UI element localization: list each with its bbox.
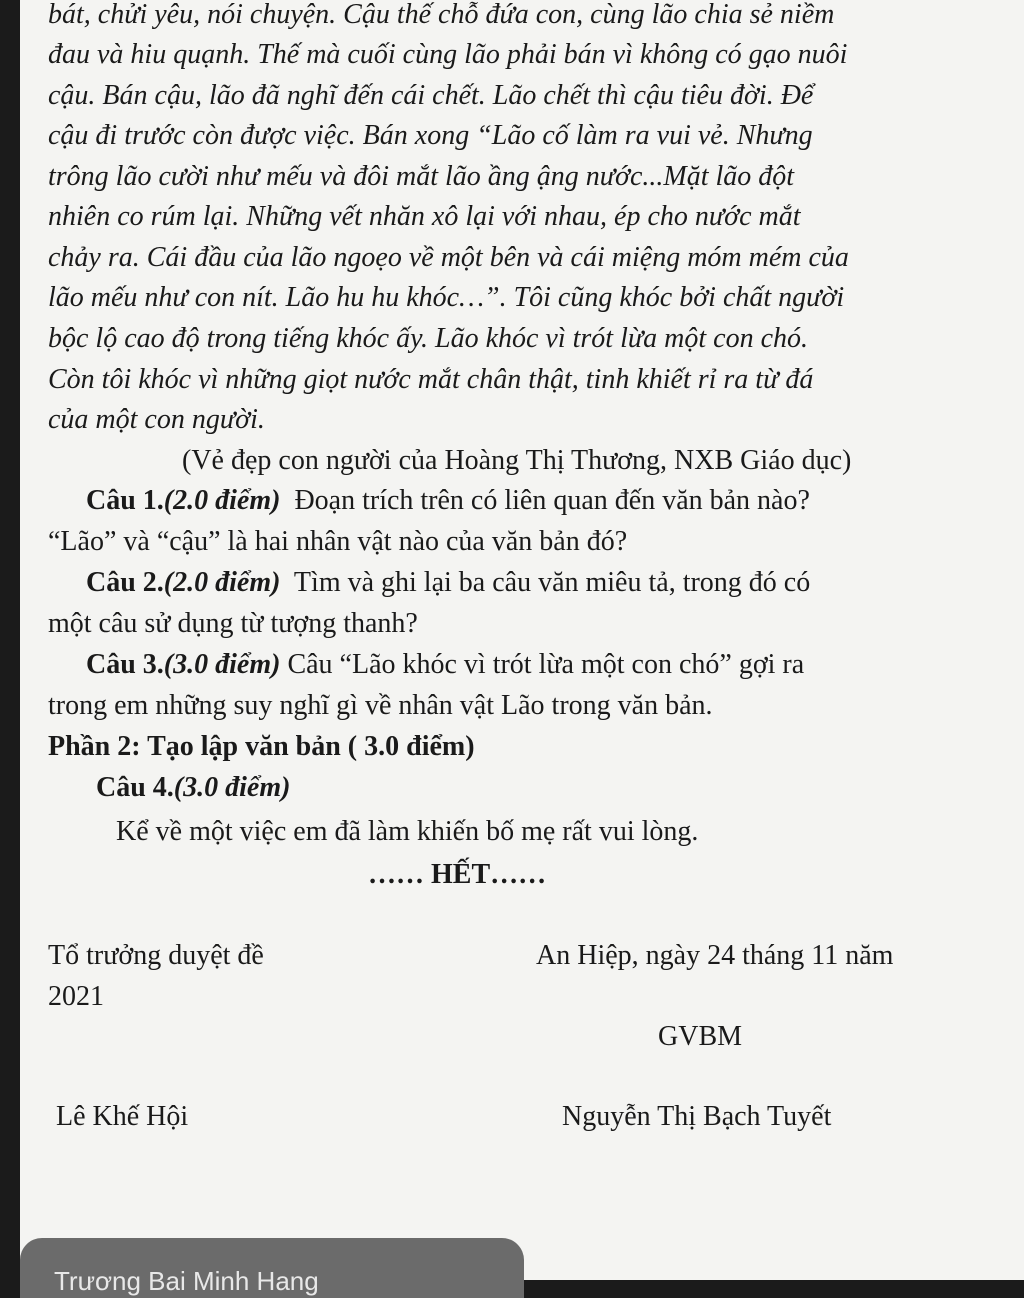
question-4-points: (3.0 điểm) — [173, 772, 291, 803]
footer-right-name: Nguyễn Thị Bạch Tuyết — [562, 1101, 832, 1132]
footer-year: 2021 — [48, 981, 104, 1012]
question-1-line-2: “Lão” và “cậu” là hai nhân vật nào của văn bản đó? — [48, 526, 628, 557]
passage-line: trông lão cười như mếu và đôi mắt lão ầng ậng nước...Mặt lão đột — [48, 161, 795, 192]
footer-gvbm: GVBM — [658, 1021, 743, 1052]
passage-source: (Vẻ đẹp con người của Hoàng Thị Thương, NXB Giáo dục) — [182, 445, 852, 476]
passage-line: chảy ra. Cái đầu của lão ngoẹo về một bên và cái miệng móm mém của — [48, 242, 849, 273]
question-2-line-2: một câu sử dụng từ tượng thanh? — [48, 608, 418, 639]
passage-line: lão mếu như con nít. Lão hu hu khóc…”. Tôi cũng khóc bởi chất người — [48, 282, 845, 313]
question-2-points: (2.0 điểm) — [163, 567, 281, 598]
question-4-label: Câu 4. — [96, 772, 174, 803]
end-mark: …… HẾT…… — [368, 859, 547, 890]
passage-line: Còn tôi khóc vì những giọt nước mắt chân thật, tinh khiết rỉ ra từ đá — [48, 364, 814, 395]
overlay-text: Trương Bai Minh Hang — [54, 1266, 319, 1296]
question-1-text: Đoạn trích trên có liên quan đến văn bản nào? — [280, 485, 810, 516]
question-2-line-1 — [86, 566, 810, 600]
question-4-line — [96, 771, 290, 805]
part-2-heading: Phần 2: Tạo lập văn bản ( 3.0 điểm) — [48, 731, 475, 762]
passage-line: cậu đi trước còn được việc. Bán xong “Lão cố làm ra vui vẻ. Nhưng — [48, 120, 813, 151]
question-4-text: Kể về một việc em đã làm khiến bố mẹ rất vui lòng. — [116, 816, 699, 847]
question-3-text: Câu “Lão khóc vì trót lừa một con chó” gợi ra — [280, 649, 805, 680]
question-3-line-1 — [86, 648, 804, 682]
footer-date-line: An Hiệp, ngày 24 tháng 11 năm — [536, 940, 894, 971]
question-3-points: (3.0 điểm) — [163, 649, 281, 680]
passage-line: bát, chửi yêu, nói chuyện. Cậu thế chỗ đứa con, cùng lão chia sẻ niềm — [48, 0, 835, 30]
question-1-line-1 — [86, 484, 810, 518]
footer-left-title: Tổ trưởng duyệt đề — [48, 940, 264, 971]
question-1-label: Câu 1. — [86, 485, 164, 516]
passage-line: của một con người. — [48, 404, 265, 435]
bottom-overlay-bar[interactable] — [20, 1238, 524, 1298]
question-2-label: Câu 2. — [86, 567, 164, 598]
passage-line: nhiên co rúm lại. Những vết nhăn xô lại với nhau, ép cho nước mắt — [48, 201, 801, 232]
passage-line: bộc lộ cao độ trong tiếng khóc ấy. Lão khóc vì trót lừa một con chó. — [48, 323, 808, 354]
question-1-points: (2.0 điểm) — [163, 485, 281, 516]
passage-line: cậu. Bán cậu, lão đã nghĩ đến cái chết. Lão chết thì cậu tiêu đời. Để — [48, 80, 814, 111]
question-3-line-2: trong em những suy nghĩ gì về nhân vật Lão trong văn bản. — [48, 690, 713, 721]
question-3-label: Câu 3. — [86, 649, 164, 680]
document-page — [20, 0, 1024, 1296]
passage-line: đau và hiu quạnh. Thế mà cuối cùng lão phải bán vì không có gạo nuôi — [48, 39, 848, 70]
question-2-text: Tìm và ghi lại ba câu văn miêu tả, trong đó có — [280, 567, 811, 598]
footer-left-name: Lê Khế Hội — [56, 1101, 189, 1132]
